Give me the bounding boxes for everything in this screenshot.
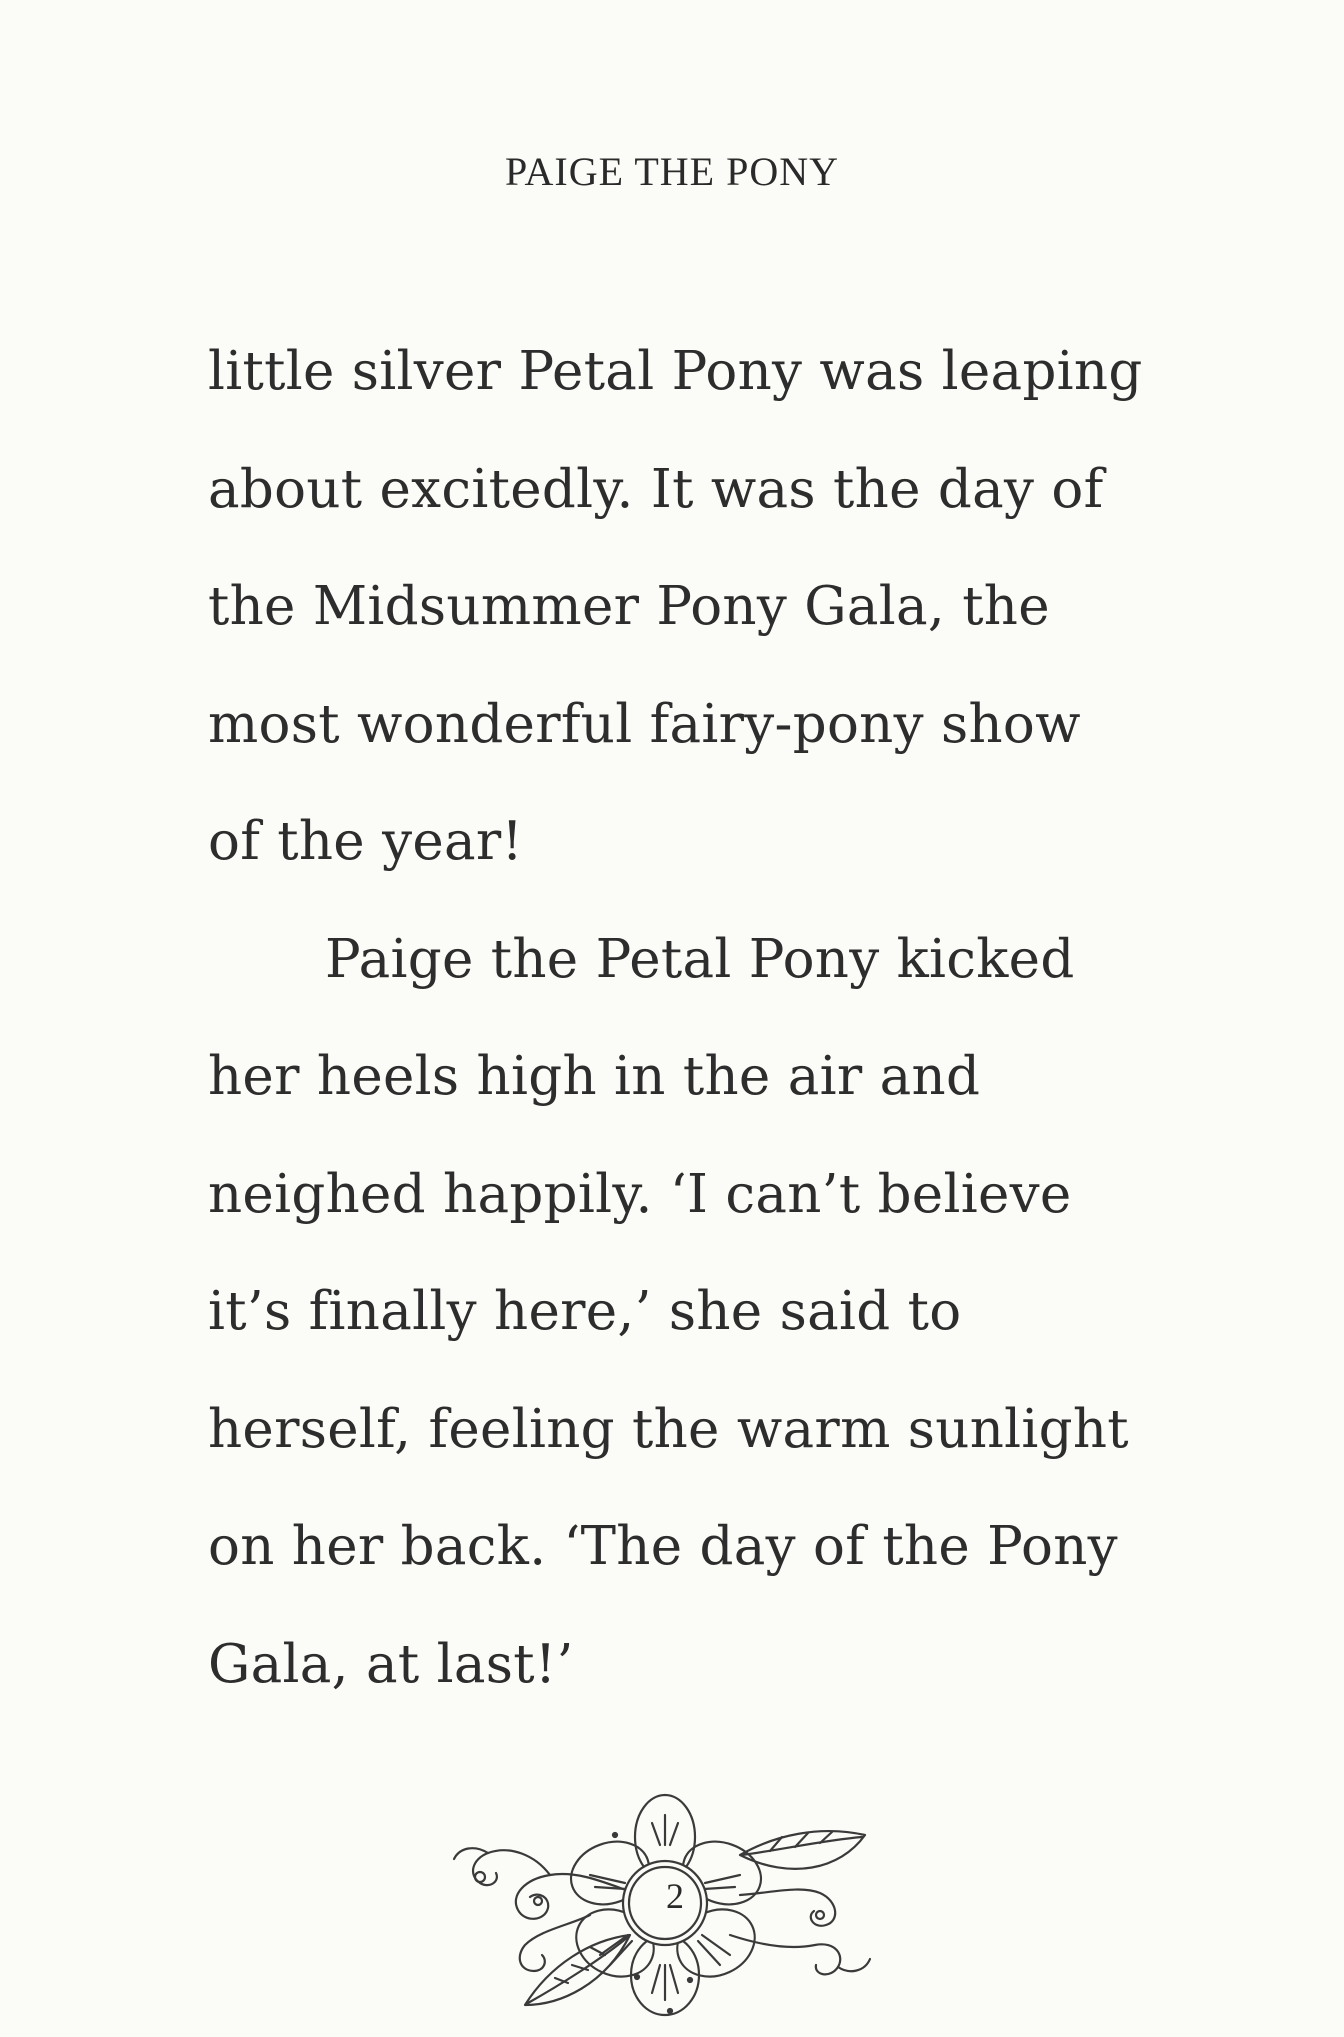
page-number: 2 — [666, 1876, 684, 1916]
text-line: it’s finally here,’ she said to — [208, 1281, 962, 1342]
text-line: the Midsummer Pony Gala, the — [208, 576, 1050, 637]
running-head: PAIGE THE PONY — [504, 149, 840, 194]
text-line: about excitedly. It was the day of — [208, 458, 1104, 520]
text-line: neighed happily. ‘I can’t believe — [208, 1163, 1072, 1225]
text-line-paragraph-start: Paige the Petal Pony kicked — [325, 928, 1075, 990]
text-line: her heels high in the air and — [208, 1046, 981, 1107]
text-line: of the year! — [208, 811, 524, 872]
text-line: little silver Petal Pony was leaping — [208, 341, 1143, 402]
text-line: Gala, at last!’ — [208, 1633, 574, 1695]
text-line: herself, feeling the warm sunlight — [208, 1398, 1129, 1460]
text-line: most wonderful fairy-pony show — [208, 693, 1081, 755]
text-line: on her back. ‘The day of the Pony — [208, 1516, 1118, 1577]
body-text — [208, 332, 1208, 1742]
